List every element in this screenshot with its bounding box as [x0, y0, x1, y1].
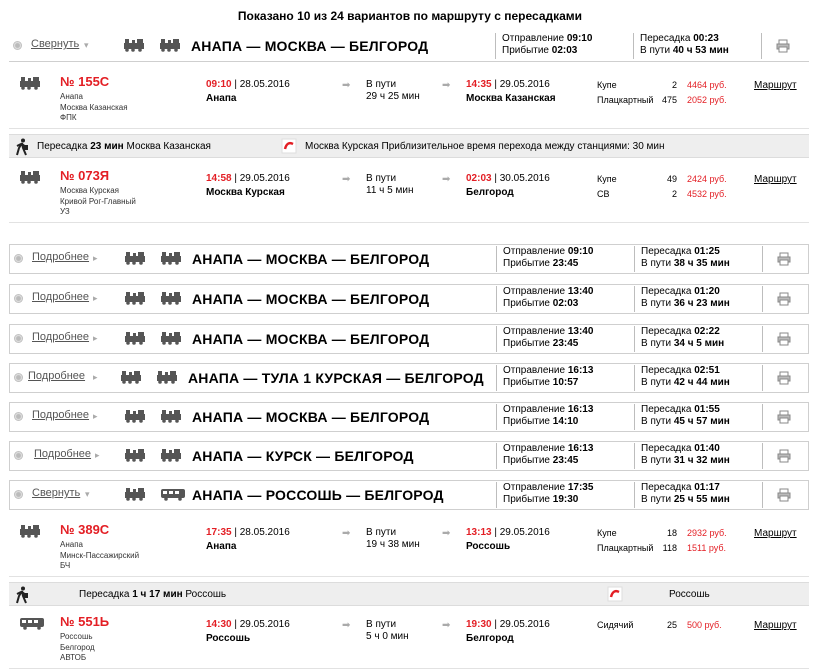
train-segment [9, 518, 809, 577]
transfer-time: 02:22 [694, 326, 720, 337]
route-name: АНАПА — РОССОШЬ — БЕЛГОРОД [192, 487, 444, 503]
seat-price[interactable]: 4532 руб. [687, 189, 727, 199]
arrival-date: | 29.05.2016 [494, 527, 550, 538]
transfer-hint: Москва Курская Приблизительное время перехода между станциями: 30 мин [305, 141, 665, 152]
seat-price[interactable]: 2932 руб. [687, 528, 727, 538]
duration: 19 ч 38 мин [366, 539, 420, 550]
transfer-text: Пересадка 1 ч 17 мин Россошь [79, 589, 227, 600]
transfer-time: 01:55 [694, 404, 720, 415]
duration-info: В пути 19 ч 38 мин [366, 527, 420, 550]
route-radio[interactable] [14, 334, 23, 343]
route-radio[interactable] [14, 373, 23, 382]
arrive-time: 14:10 [552, 416, 579, 427]
printer-icon[interactable] [777, 410, 791, 429]
route-durations: Пересадка 01:20 В пути 36 ч 23 мин [634, 286, 730, 312]
route-toggle-link[interactable]: Подробнее [32, 291, 90, 303]
seat-class-row [597, 189, 747, 204]
arrow-right-icon: ➡ [442, 80, 451, 91]
route-toggle-link[interactable]: Подробнее [32, 409, 90, 421]
seat-price[interactable]: 4464 руб. [687, 80, 727, 90]
train-segment [9, 164, 809, 223]
travel-time: 38 ч 35 мин [673, 258, 730, 269]
travel-time: 25 ч 55 мин [673, 494, 730, 505]
train-icon [156, 370, 178, 389]
route-radio[interactable] [14, 412, 23, 421]
route-name: АНАПА — КУРСК — БЕЛГОРОД [192, 448, 414, 464]
arrow-right-icon: ➡ [342, 620, 351, 631]
train-icon [19, 524, 41, 543]
route-name: АНАПА — МОСКВА — БЕЛГОРОД [192, 251, 430, 267]
route-option[interactable] [9, 284, 809, 314]
seat-class-row [597, 620, 747, 635]
route-map-link[interactable]: Маршрут [754, 80, 797, 91]
depart-time: 16:13 [567, 443, 594, 454]
arrow-right-icon: ➡ [442, 174, 451, 185]
route-name: АНАПА — МОСКВА — БЕЛГОРОД [192, 409, 430, 425]
travel-time: 42 ч 44 мин [673, 377, 730, 388]
seat-count: 2 [671, 189, 677, 199]
duration-info: В пути 5 ч 0 мин [366, 619, 409, 642]
chevron-down-icon: ▾ [84, 40, 89, 50]
route-toggle-link[interactable]: Подробнее [34, 448, 92, 460]
arrival-time: 14:35 [466, 79, 492, 90]
duration: 29 ч 25 мин [366, 91, 420, 102]
arrival-date: | 29.05.2016 [494, 619, 550, 630]
departure-info [206, 79, 290, 104]
train-icon [123, 38, 145, 57]
transfer-time: 01:40 [694, 443, 720, 454]
arrival-time: 02:03 [466, 173, 492, 184]
seat-count: 475 [661, 95, 677, 105]
departure-station: Москва Курская [206, 187, 285, 198]
train-route-info: Россошь Белгород АВТОБ [60, 632, 95, 662]
departure-date: | 29.05.2016 [234, 619, 290, 630]
arrival-time: 19:30 [466, 619, 492, 630]
duration-info: В пути 11 ч 5 мин [366, 173, 414, 196]
arrive-time: 10:57 [552, 377, 579, 388]
train-icon [19, 76, 41, 95]
route-durations: Пересадка 02:51 В пути 42 ч 44 мин [634, 365, 730, 391]
travel-time: 31 ч 32 мин [673, 455, 730, 466]
train-number[interactable]: № 551Ь [60, 614, 110, 629]
chevron-right-icon: ▸ [95, 450, 100, 460]
route-radio[interactable] [14, 490, 23, 499]
departure-info [206, 527, 290, 552]
seat-class: Плацкартный [597, 543, 654, 553]
depart-time: 09:10 [566, 33, 593, 44]
depart-time: 13:40 [567, 326, 594, 337]
depart-time: 17:35 [567, 482, 594, 493]
duration-info: В пути 29 ч 25 мин [366, 79, 420, 102]
chevron-right-icon: ▸ [93, 333, 98, 343]
route-option[interactable] [9, 480, 809, 510]
chevron-right-icon: ▸ [93, 293, 98, 303]
arrival-station: Белгород [466, 187, 514, 198]
printer-icon[interactable] [777, 488, 791, 507]
route-times: Отправление 13:40 Прибытие 23:45 [496, 326, 593, 352]
arrival-date: | 29.05.2016 [494, 79, 550, 90]
train-segment [9, 610, 809, 669]
seat-price[interactable]: 500 руб. [687, 620, 722, 630]
duration: 5 ч 0 мин [366, 631, 409, 642]
duration: 11 ч 5 мин [366, 185, 414, 196]
train-number[interactable]: № 073Я [60, 168, 110, 183]
chevron-right-icon: ▸ [93, 253, 98, 263]
seat-count: 2 [671, 80, 677, 90]
seat-list [597, 174, 747, 204]
arrive-time: 23:45 [552, 338, 579, 349]
seat-price[interactable]: 1511 руб. [687, 543, 727, 553]
arrival-station: Белгород [466, 633, 514, 644]
seat-class-row [597, 174, 747, 189]
arrival-station: Москва Казанская [466, 93, 556, 104]
departure-info [206, 619, 290, 644]
route-toggle-link[interactable]: Подробнее [32, 331, 90, 343]
train-icon [124, 251, 146, 270]
walking-person-icon [14, 586, 30, 607]
seat-class: Плацкартный [597, 95, 654, 105]
depart-time: 13:40 [567, 286, 594, 297]
arrival-info [466, 619, 550, 644]
transfer-time: 01:25 [694, 246, 720, 257]
route-option[interactable] [9, 363, 809, 393]
route-option[interactable] [9, 324, 809, 354]
route-toggle-link[interactable]: Свернуть [32, 487, 81, 499]
train-route-info: Анапа Минск-Пассажирский БЧ [60, 540, 140, 570]
train-icon [159, 38, 181, 57]
route-map-link[interactable]: Маршрут [754, 620, 797, 631]
travel-time: 40 ч 53 мин [672, 45, 729, 56]
seat-count: 118 [662, 543, 677, 553]
departure-station: Анапа [206, 93, 237, 104]
seat-class: СВ [597, 189, 610, 199]
route-option[interactable] [9, 32, 809, 62]
train-icon [160, 448, 182, 467]
transfer-station: Москва Казанская [126, 141, 211, 152]
metro-icon [281, 138, 297, 157]
transfer-bar [9, 582, 809, 606]
route-durations: Пересадка 01:25 В пути 38 ч 35 мин [634, 246, 730, 272]
transfer-station: Россошь [185, 589, 227, 600]
train-icon [124, 409, 146, 428]
arrival-info [466, 527, 550, 552]
route-name: АНАПА — МОСКВА — БЕЛГОРОД [192, 331, 430, 347]
seat-price[interactable]: 2424 руб. [687, 174, 727, 184]
arrow-right-icon: ➡ [342, 80, 351, 91]
route-name: АНАПА — ТУЛА 1 КУРСКАЯ — БЕЛГОРОД [188, 370, 484, 386]
route-toggle-link[interactable]: Подробнее [28, 370, 86, 382]
train-number[interactable]: № 389С [60, 522, 110, 537]
train-route-info: Москва Курская Кривой Рог-Главный УЗ [60, 186, 136, 216]
depart-time: 16:13 [567, 365, 594, 376]
route-name: АНАПА — МОСКВА — БЕЛГОРОД [191, 38, 429, 54]
seat-class: Купе [597, 528, 617, 538]
route-toggle-link[interactable]: Свернуть [31, 38, 80, 50]
route-durations: Пересадка 01:17 В пути 25 ч 55 мин [634, 482, 730, 508]
train-icon [124, 448, 146, 467]
route-option[interactable] [9, 402, 809, 432]
seat-class-row [597, 528, 747, 543]
departure-station: Анапа [206, 541, 237, 552]
train-route-info: Анапа Москва Казанская ФПК [60, 92, 128, 122]
departure-date: | 28.05.2016 [234, 527, 290, 538]
bus-icon [160, 487, 186, 506]
seat-class: Купе [597, 80, 617, 90]
arrive-time: 23:45 [552, 455, 579, 466]
train-icon [120, 370, 142, 389]
seat-count: 25 [666, 620, 677, 630]
train-icon [124, 291, 146, 310]
bus-icon [19, 616, 45, 635]
train-icon [160, 291, 182, 310]
train-icon [124, 487, 146, 506]
train-icon [124, 331, 146, 350]
seat-count: 18 [666, 528, 677, 538]
metro-icon [607, 586, 623, 605]
seat-class-row [597, 543, 747, 558]
transfer-duration: 23 мин [90, 141, 124, 152]
arrival-info [466, 79, 556, 104]
arrow-right-icon: ➡ [342, 174, 351, 185]
transfer-time: 01:17 [694, 482, 720, 493]
depart-time: 09:10 [567, 246, 594, 257]
route-times: Отправление 09:10 Прибытие 23:45 [496, 246, 593, 272]
travel-time: 45 ч 57 мин [673, 416, 730, 427]
transfer-duration: 1 ч 17 мин [132, 589, 183, 600]
route-option[interactable] [9, 441, 809, 471]
route-radio[interactable] [13, 41, 22, 50]
seat-class: Сидячий [597, 620, 634, 630]
chevron-right-icon: ▸ [93, 411, 98, 421]
route-durations: Пересадка 00:23 В пути 40 ч 53 мин [633, 33, 729, 59]
route-times: Отправление 09:10 Прибытие 02:03 [495, 33, 592, 59]
chevron-right-icon: ▸ [93, 372, 98, 382]
route-name: АНАПА — МОСКВА — БЕЛГОРОД [192, 291, 430, 307]
route-radio[interactable] [14, 451, 23, 460]
route-times: Отправление 13:40 Прибытие 02:03 [496, 286, 593, 312]
route-times: Отправление 17:35 Прибытие 19:30 [496, 482, 593, 508]
arrival-time: 13:13 [466, 527, 492, 538]
arrive-time: 02:03 [552, 298, 579, 309]
train-number[interactable]: № 155С [60, 74, 110, 89]
seat-class-row [597, 95, 747, 110]
route-durations: Пересадка 01:40 В пути 31 ч 32 мин [634, 443, 730, 469]
route-durations: Пересадка 01:55 В пути 45 ч 57 мин [634, 404, 730, 430]
transfer-time: 00:23 [693, 33, 719, 44]
depart-time: 16:13 [567, 404, 594, 415]
transfer-time: 01:20 [694, 286, 720, 297]
arrow-right-icon: ➡ [442, 528, 451, 539]
departure-date: | 29.05.2016 [234, 173, 290, 184]
seat-list [597, 620, 747, 635]
printer-icon[interactable] [777, 292, 791, 311]
departure-info [206, 173, 290, 198]
train-icon [160, 409, 182, 428]
travel-time: 36 ч 23 мин [673, 298, 730, 309]
transfer-time: 02:51 [694, 365, 720, 376]
arrow-right-icon: ➡ [442, 620, 451, 631]
seat-list [597, 528, 747, 558]
route-radio[interactable] [14, 254, 23, 263]
train-icon [160, 251, 182, 270]
departure-date: | 28.05.2016 [234, 79, 290, 90]
route-map-link[interactable]: Маршрут [754, 174, 797, 185]
printer-icon[interactable] [777, 449, 791, 468]
printer-icon[interactable] [776, 39, 790, 58]
arrow-right-icon: ➡ [342, 528, 351, 539]
printer-icon[interactable] [777, 332, 791, 351]
departure-station: Россошь [206, 633, 251, 644]
seat-class: Купе [597, 174, 617, 184]
arrival-info [466, 173, 550, 198]
printer-icon[interactable] [777, 252, 791, 271]
departure-time: 14:30 [206, 619, 232, 630]
seat-price[interactable]: 2052 руб. [687, 95, 727, 105]
printer-icon[interactable] [777, 371, 791, 390]
arrival-date: | 30.05.2016 [494, 173, 550, 184]
train-icon [19, 170, 41, 189]
arrive-time: 02:03 [551, 45, 578, 56]
walking-person-icon [14, 138, 30, 159]
arrival-station: Россошь [466, 541, 511, 552]
departure-time: 09:10 [206, 79, 232, 90]
transfer-hint: Россошь [669, 589, 710, 600]
chevron-down-icon: ▾ [85, 489, 90, 499]
route-option[interactable] [9, 244, 809, 274]
transfer-text: Пересадка 23 мин Москва Казанская [37, 141, 211, 152]
train-icon [160, 331, 182, 350]
route-map-link[interactable]: Маршрут [754, 528, 797, 539]
seat-list [597, 80, 747, 110]
route-durations: Пересадка 02:22 В пути 34 ч 5 мин [634, 326, 724, 352]
seat-count: 49 [666, 174, 677, 184]
departure-time: 17:35 [206, 527, 232, 538]
arrive-time: 19:30 [552, 494, 579, 505]
route-times: Отправление 16:13 Прибытие 14:10 [496, 404, 593, 430]
results-summary: Показано 10 из 24 вариантов по маршруту с пересадками [237, 9, 583, 23]
route-times: Отправление 16:13 Прибытие 10:57 [496, 365, 593, 391]
route-toggle-link[interactable]: Подробнее [32, 251, 90, 263]
train-segment [9, 70, 809, 129]
seat-class-row [597, 80, 747, 95]
transfer-bar [9, 134, 809, 158]
travel-time: 34 ч 5 мин [673, 338, 725, 349]
arrive-time: 23:45 [552, 258, 579, 269]
route-radio[interactable] [14, 294, 23, 303]
route-times: Отправление 16:13 Прибытие 23:45 [496, 443, 593, 469]
departure-time: 14:58 [206, 173, 232, 184]
